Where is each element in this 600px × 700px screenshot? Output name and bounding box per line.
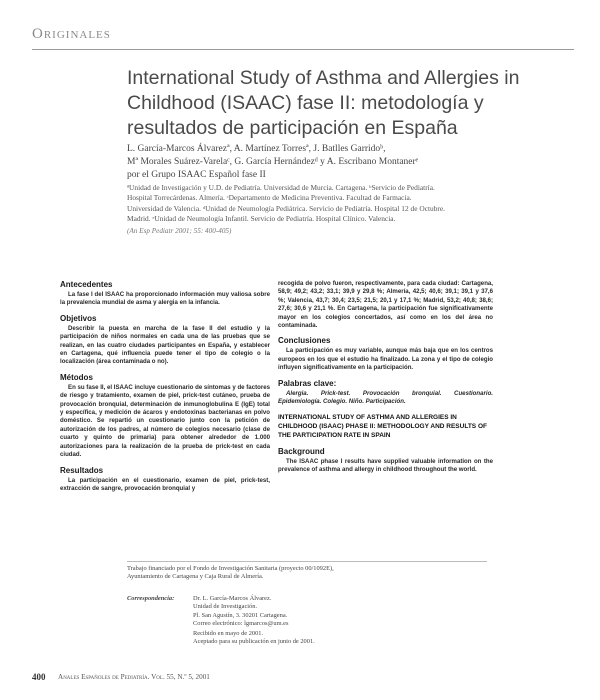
abstract-right-column xyxy=(278,280,493,481)
conclusiones-heading: Conclusiones xyxy=(278,336,331,346)
correspondence-label: Correspondencia: xyxy=(127,595,175,602)
antecedentes-heading: Antecedentes xyxy=(60,280,113,289)
correspondence-line: Pl. San Agustín, 3. 30201 Cartagena. xyxy=(193,611,288,619)
funding-line: Ayuntamiento de Cartagena y Caja Rural de Almería. xyxy=(127,573,264,581)
palabras-clave-text: Alergia. Prick-test. Provocación bronquial. Cuestionario. Epidemiología. Colegio. Niño. Participación. xyxy=(278,389,493,406)
funding-line: Trabajo financiado por el Fondo de Investigación Sanitaria (proyecto 00/1092E), xyxy=(127,565,334,572)
background-text: The ISAAC phase I results have supplied valuable information on the prevalence of asthma and allergy in childhood throughout the world. xyxy=(278,457,493,474)
affiliation-line: Hospital Torrecárdenas. Almería. ᶜDepartamento de Medicina Preventiva. Facultad de Farmacia. xyxy=(127,193,412,203)
english-title: INTERNATIONAL STUDY OF ASTHMA AND ALLERGIES IN CHILDHOOD (ISAAC) PHASE II: METHODOLOGY AND RESULTS OF THE PARTICIPATION RATE IN SPAIN xyxy=(278,414,487,440)
objetivos-text: Describir la puesta en marcha de la fase II del estudio y la participación de niños normales en cada una de las pruebas que se realizan, en las cuatro ciudades participantes en España, y establecer en Cartagena, qué influencia puede tener el tipo de colegio o la localización (área contaminada o no). xyxy=(60,324,270,366)
antecedentes-text: La fase I del ISAAC ha proporcionado información muy valiosa sobre la prevalencia mundial de asma y alergia en la infancia. xyxy=(60,291,270,307)
funding-note xyxy=(127,565,527,582)
resultados-continued: recogida de polvo fueron, respectivamente, para cada ciudad: Cartagena, 58,9; 49,2; 43,2; 33,1; 39,9 y 29,8 %; Almería, 42,5; 40,6; 39,1; 39,1 y 37,6 %; Valencia, 43,7; 30,4; 23,5; 21,5; 20,1 y 17,1 %; Madrid, 53,2; 40,8; 38,6; 27,6; 30,6 y 21,1 %. En Cartagena, la participación fue significativamente mayor en los colegios concertados, así como en los del área no contaminada. xyxy=(278,280,493,330)
header-rule xyxy=(32,49,574,50)
correspondence xyxy=(127,595,289,628)
affiliations xyxy=(127,183,557,225)
metodos-text: En su fase II, el ISAAC incluye cuestionario de síntomas y de factores de riesgo y tratamiento, examen de piel, prick-test cutáneo, prueba de provocación bronquial, determinación de inmunoglobulina E (IgE) total y específica, y medición de ácaros y endotoxinas bacterianas en polvo doméstico. Se repartió un cuestionario junto con la petición de autorización de los padres, al número de colegios necesario (clase de cuarto y quinto de primaria) para obtener alrededor de 1.000 autorizaciones para la realización de la prueba de prick-test en cada ciudad. xyxy=(60,383,270,459)
received-dates xyxy=(193,630,315,647)
metodos-heading: Métodos xyxy=(60,372,93,382)
authors xyxy=(127,143,547,182)
conclusiones-text: La participación es muy variable, aunque más baja que en los centros europeos en los que el estudio ha finalizado. La zona y el tipo de colegio influyen significativamente en la participación. xyxy=(278,347,493,372)
correspondence-line: Unidad de Investigación. xyxy=(193,603,258,611)
correspondence-line: Dr. L. García-Marcos Álvarez. xyxy=(193,595,272,602)
abstract-left-column xyxy=(60,280,270,499)
section-header: Originales xyxy=(32,26,111,42)
objetivos-heading: Objetivos xyxy=(60,313,97,323)
footnote-rule xyxy=(127,561,487,562)
affiliation-line: ªUnidad de Investigación y U.D. de Pediatría. Universidad de Murcia. Cartagena. ᵇServicio de Pediatría. xyxy=(127,183,435,192)
author-line: por el Grupo ISAAC Español fase II xyxy=(127,170,266,180)
page-number: 400 xyxy=(32,672,46,682)
accepted-date: Aceptado para su publicación en junio de 2001. xyxy=(193,638,315,646)
resultados-heading: Resultados xyxy=(60,465,104,475)
correspondence-address xyxy=(193,595,413,629)
citation: (An Esp Pediatr 2001; 55: 400-405) xyxy=(127,227,232,235)
author-line: L. García-Marcos Álvarezª, A. Martínez Torresª, J. Batlles Garridoᵇ, xyxy=(127,144,386,154)
affiliation-line: Madrid. ᵉUnidad de Neumología Infantil. Servicio de Pediatría. Hospital Clínico. Valencia. xyxy=(127,214,396,224)
article-title: International Study of Asthma and Allergies in Childhood (ISAAC) fase II: metodología y resultados de participación en España xyxy=(127,67,520,139)
journal-footer: Anales Españoles de Pediatría. Vol. 55, N.º 5, 2001 xyxy=(58,673,210,681)
palabras-clave-heading: Palabras clave: xyxy=(278,378,337,388)
affiliation-line: Universidad de Valencia. ᵈUnidad de Neumología Pediátrica. Servicio de Pediatría. Hospital 12 de Octubre. xyxy=(127,203,446,213)
resultados-text: La participación en el cuestionario, examen de piel, prick-test, extracción de sangre, provocación bronquial y xyxy=(60,476,270,492)
received-date: Recibido en mayo de 2001. xyxy=(193,630,264,637)
background-heading: Background xyxy=(278,446,325,456)
author-line: Mª Morales Suárez-Varelaᶜ, G. García Hernándezᵈ y A. Escribano Montanerᵉ xyxy=(127,157,419,167)
correspondence-email[interactable]: Correo electrónico: lgmarcos@um.es xyxy=(193,620,289,628)
